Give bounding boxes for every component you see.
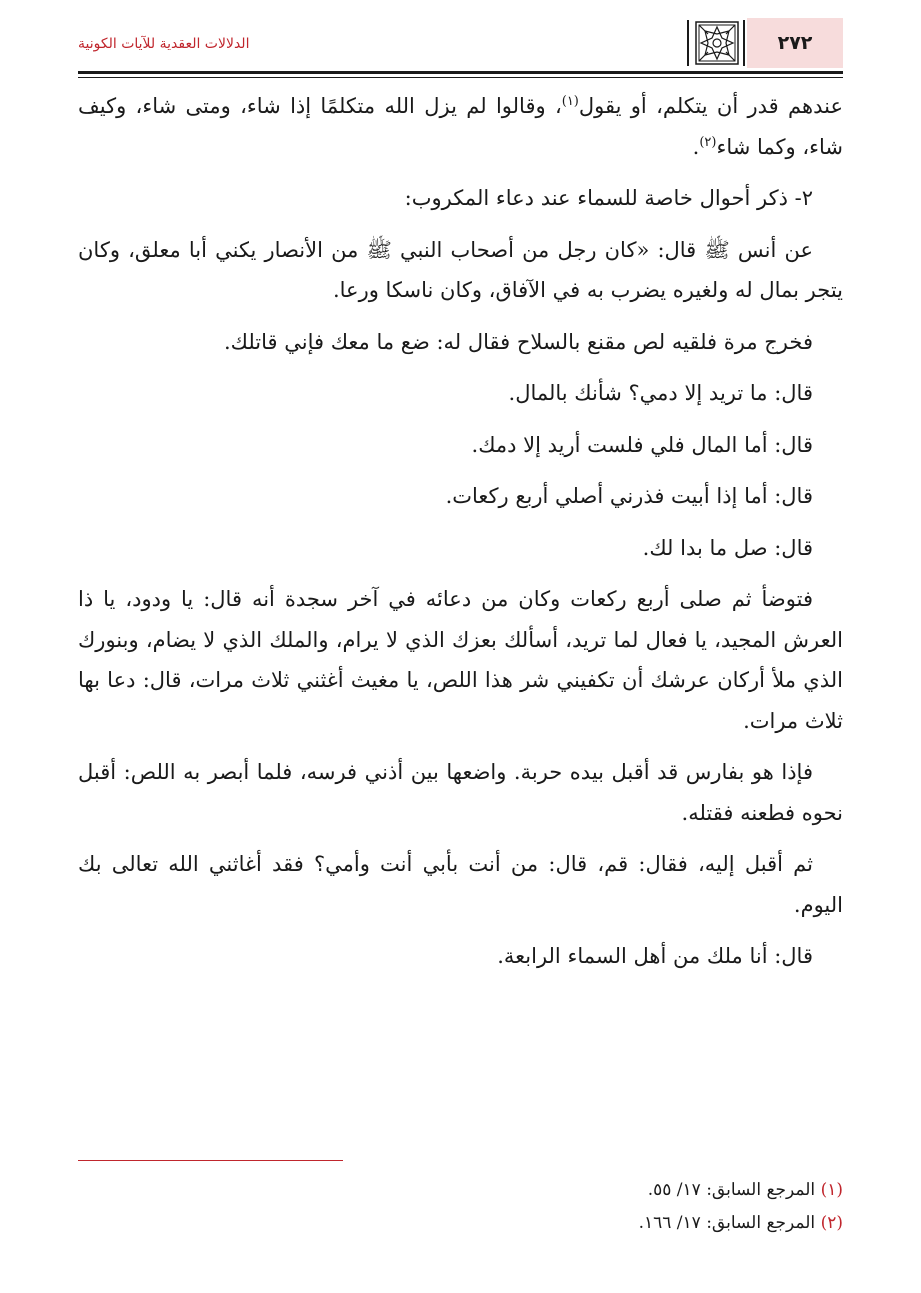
dialogue-line: قال: أما المال فلي فلست أريد إلا دمك. bbox=[471, 432, 813, 457]
paragraph: ثم أقبل إليه، فقال: قم، قال: من أنت بأبي أنت وأمي؟ فقد أغاثني الله تعالى بك اليوم. bbox=[78, 852, 843, 917]
footnote-item bbox=[78, 1174, 843, 1207]
section-heading: ٢- ذكر أحوال خاصة للسماء عند دعاء المكروب: bbox=[404, 186, 813, 210]
book-title: الدلالات العقدية للآيات الكونية bbox=[78, 36, 250, 52]
paragraph-text: ، وقالوا لم يزل الله متكلمًا إذا شاء، ومتى شاء، وكيف شاء، وكما شاء bbox=[78, 94, 843, 159]
footnote-number: (٢) bbox=[820, 1213, 843, 1233]
page-body bbox=[78, 86, 843, 977]
header-rule-thick bbox=[78, 71, 843, 74]
ornament-divider-right bbox=[743, 20, 745, 66]
footnote-ref[interactable]: (١) bbox=[561, 94, 579, 109]
header-rule-thin bbox=[78, 77, 843, 78]
paragraph: فتوضأ ثم صلى أربع ركعات وكان من دعائه في آخر سجدة أنه قال: يا ودود، يا ذا العرش المجيد، يا فعال لما تريد، أسألك بعزك الذي لا يرام، والملك الذي لا يضام، وبنورك الذي ملأ أركان عرشك أن تكفيني شر هذا اللص، يا مغيث أغثني ثلاث مرات، قال: دعا بها ثلاث مرات. bbox=[78, 587, 843, 733]
dialogue-line: قال: أنا ملك من أهل السماء الرابعة. bbox=[497, 944, 813, 968]
paragraph bbox=[78, 86, 843, 167]
dialogue-line: قال: ما تريد إلا دمي؟ شأنك بالمال. bbox=[508, 381, 813, 405]
paragraph-text: . bbox=[692, 134, 700, 159]
geometric-ornament-icon bbox=[695, 21, 739, 65]
page-header bbox=[78, 18, 843, 70]
paragraph: فإذا هو بفارس قد أقبل بيده حربة. واضعها بين أذني فرسه، فلما أبصر به اللص: أقبل نحوه فطعنه فقتله. bbox=[78, 760, 843, 825]
footnote-separator bbox=[78, 1160, 343, 1161]
paragraph: فخرج مرة فلقيه لص مقنع بالسلاح فقال له: ضع ما معك فإني قاتلك. bbox=[223, 329, 813, 354]
dialogue-line: قال: صل ما بدا لك. bbox=[642, 535, 813, 560]
footnotes bbox=[78, 1174, 843, 1240]
footnote-ref[interactable]: (٢) bbox=[699, 134, 717, 150]
footnote-text: المرجع السابق: ١٧/ ٥٥. bbox=[647, 1180, 816, 1200]
footnote-number: (١) bbox=[820, 1180, 843, 1200]
page-number-box bbox=[747, 18, 843, 68]
dialogue-line: قال: أما إذا أبيت فذرني أصلي أربع ركعات. bbox=[445, 484, 813, 508]
footnote-item bbox=[78, 1207, 843, 1240]
ornament-divider-left bbox=[687, 20, 689, 66]
footnote-text: المرجع السابق: ١٧/ ١٦٦. bbox=[638, 1213, 816, 1233]
paragraph: عن أنس ﷺ قال: «كان رجل من أصحاب النبي ﷺ من الأنصار يكني أبا معلق، وكان يتجر بمال له ولغيره يضرب به في الآفاق، وكان ناسكا ورعا. bbox=[78, 237, 843, 302]
page-number: ٢٧٢ bbox=[777, 32, 813, 54]
paragraph-text: عندهم قدر أن يتكلم، أو يقول bbox=[578, 94, 843, 118]
